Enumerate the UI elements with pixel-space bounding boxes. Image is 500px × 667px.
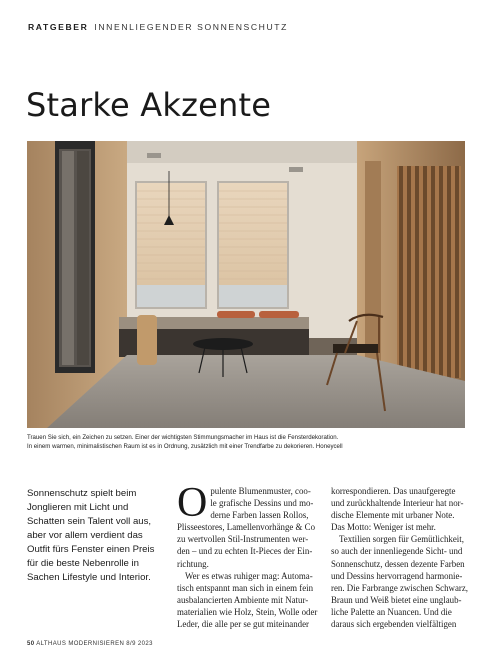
section-kicker (28, 22, 288, 32)
body-line: Leder, die alle per se gut miteinander (177, 619, 309, 630)
caption-line: Trauen Sie sich, ein Zeichen zu setzen. Einer der wichtigsten Stimmungsmacher im Haus ist die Fensterdekoration. (27, 434, 339, 441)
interior-photo (27, 141, 465, 428)
body-line: richtung. (177, 558, 209, 569)
body-line: Plisseestores, Lamellenvorhänge & Co (177, 522, 316, 533)
body-line: derne Farben lassen Rollos, (210, 510, 309, 521)
body-line: Textilien sorgen für Gemütlichkeit, (339, 534, 464, 545)
body-line: ren. Die Farbrange zwischen Schwarz, (331, 582, 469, 593)
article-headline: Starke Akzente (26, 86, 272, 124)
body-line: Sonnenschutz, dessen dezente Farben (331, 558, 465, 569)
slatted-panel (397, 166, 461, 378)
body-column-2 (331, 485, 469, 630)
body-line: den – und zu echten It-Pieces der Ein- (177, 546, 313, 557)
body-line: und zurückhaltende Interieur hat nor- (331, 498, 464, 509)
body-line: Das Motto: Weniger ist mehr. (331, 522, 436, 533)
magazine-name: ALTHAUS MODERNISIEREN (36, 641, 125, 647)
body-line: zu wertvollen Stil-Instrumenten wer- (177, 534, 309, 545)
body-column-1 (177, 480, 318, 630)
body-line: korrespondieren. Das unaufgeregte (331, 486, 456, 496)
body-line: Braun und Weiß bietet eine unglaub- (331, 594, 462, 605)
kicker-section: RATGEBER (28, 22, 89, 32)
page-folio (27, 641, 153, 647)
body-line: pulente Blumenmuster, coo- (210, 486, 311, 496)
body-line: tisch entspannt man sich in einem fein (177, 582, 314, 593)
page-number: 50 (27, 641, 35, 647)
cushion-right (259, 311, 299, 318)
kicker-topic: INNENLIEGENDER SONNENSCHUTZ (94, 22, 288, 32)
intro-text: Sonnenschutz spielt beim Jonglieren mit Licht und Schatten sein Talent voll aus, aber vor allem verdient das Outfit fürs Fenster einen Preis für die beste Nebenrolle in Sachen Lifestyle und Interior. (27, 488, 155, 583)
body-line: Wer es etwas ruhiger mag: Automa- (185, 570, 313, 581)
body-line: materialien wie Holz, Stein, Wolle oder (177, 606, 318, 617)
wooden-stool (137, 315, 157, 365)
body-line: daraus sich ergebenden vielfältigen (331, 619, 457, 630)
article-intro (27, 487, 167, 585)
living-room-illustration (27, 141, 465, 428)
drop-cap: O (177, 480, 208, 526)
body-line: und Dessins hervorragend harmonie- (331, 570, 463, 581)
pleated-blind-right (219, 183, 287, 285)
photo-caption (27, 433, 467, 451)
body-line: dische Elemente mit urbaner Note. (331, 510, 455, 521)
issue-number: 8/9 2023 (126, 641, 153, 647)
body-line: ausbalancierten Ambiente mit Natur- (177, 594, 309, 605)
body-line: so auch der innenliegende Sicht- und (331, 546, 463, 557)
cushion-left (217, 311, 255, 318)
coffee-table (193, 338, 253, 350)
body-line: liche Palette an Nuancen. Und die (331, 606, 452, 617)
pleated-blind-left (137, 183, 205, 285)
caption-line: In einem warmen, minimalistischen Raum ist es in Ordnung, zusätzlich mit einer Trendfarbe zu dekorieren. Honeycell (27, 443, 343, 450)
body-line: le grafische Dessins und mo- (210, 498, 314, 509)
